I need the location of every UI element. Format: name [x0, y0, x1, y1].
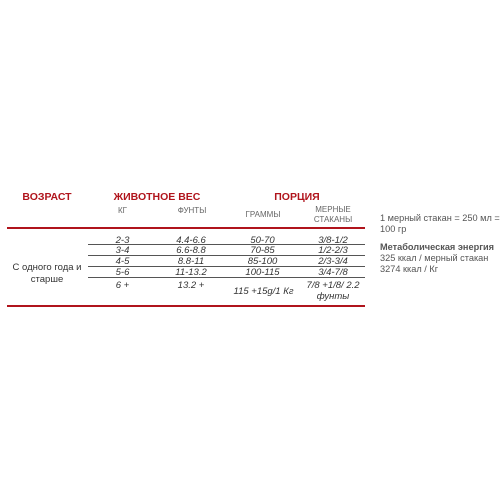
- cell-kg: 4-5: [115, 256, 130, 267]
- cell-grams: 50-70: [250, 235, 275, 246]
- cell-lb: 8.8-11: [177, 256, 205, 267]
- table-bottom-border: [7, 305, 365, 307]
- cell-grams: 100-115: [245, 267, 280, 278]
- cell-kg: 6 +: [115, 280, 130, 291]
- cell-kg: 2-3: [115, 235, 130, 246]
- cell-kg: 5-6: [115, 267, 130, 278]
- header-age: ВОЗРАСТ: [22, 191, 72, 203]
- subheader-pounds: ФУНТЫ: [177, 206, 207, 215]
- cell-grams: 70-85: [250, 245, 275, 256]
- header-body-weight: ЖИВОТНОЕ ВЕС: [113, 191, 201, 203]
- energy-per-cup: 325 ккал / мерный стакан: [380, 253, 489, 263]
- cell-grams: 85-100: [247, 256, 278, 267]
- energy-title: [380, 242, 500, 253]
- cell-cups: 3/8-1/2: [318, 235, 348, 246]
- cell-grams: 115 +15g/1 Кг: [233, 286, 294, 297]
- cell-cups: 1/2-2/3: [318, 245, 348, 256]
- cell-kg: 3-4: [115, 245, 130, 256]
- cell-lb: 6.6-8.8: [176, 245, 206, 256]
- cell-lb: 11-13.2: [175, 267, 207, 278]
- cell-cups: 3/4-7/8: [318, 267, 348, 278]
- subheader-grams: ГРАММЫ: [245, 210, 281, 219]
- header-divider: [7, 227, 365, 229]
- cell-lb: 4.4-6.6: [176, 235, 206, 246]
- cell-cups: 2/3-3/4: [318, 256, 348, 267]
- header-portion: ПОРЦИЯ: [274, 191, 320, 203]
- age-label: С одного года и старше: [12, 262, 82, 285]
- subheader-kg: КГ: [118, 206, 127, 215]
- cell-lb: 13.2 +: [177, 280, 205, 291]
- subheader-cups: МЕРНЫЕ СТАКАНЫ: [313, 205, 353, 224]
- cup-info-note: 1 мерный стакан = 250 мл = 100 гр: [380, 213, 500, 234]
- cell-cups: 7/8 +1/8/ 2.2 фунты: [306, 280, 360, 302]
- energy-title-text: Метаболическая энергия: [380, 242, 495, 252]
- energy-per-kg: 3274 ккал / Кг: [380, 264, 439, 274]
